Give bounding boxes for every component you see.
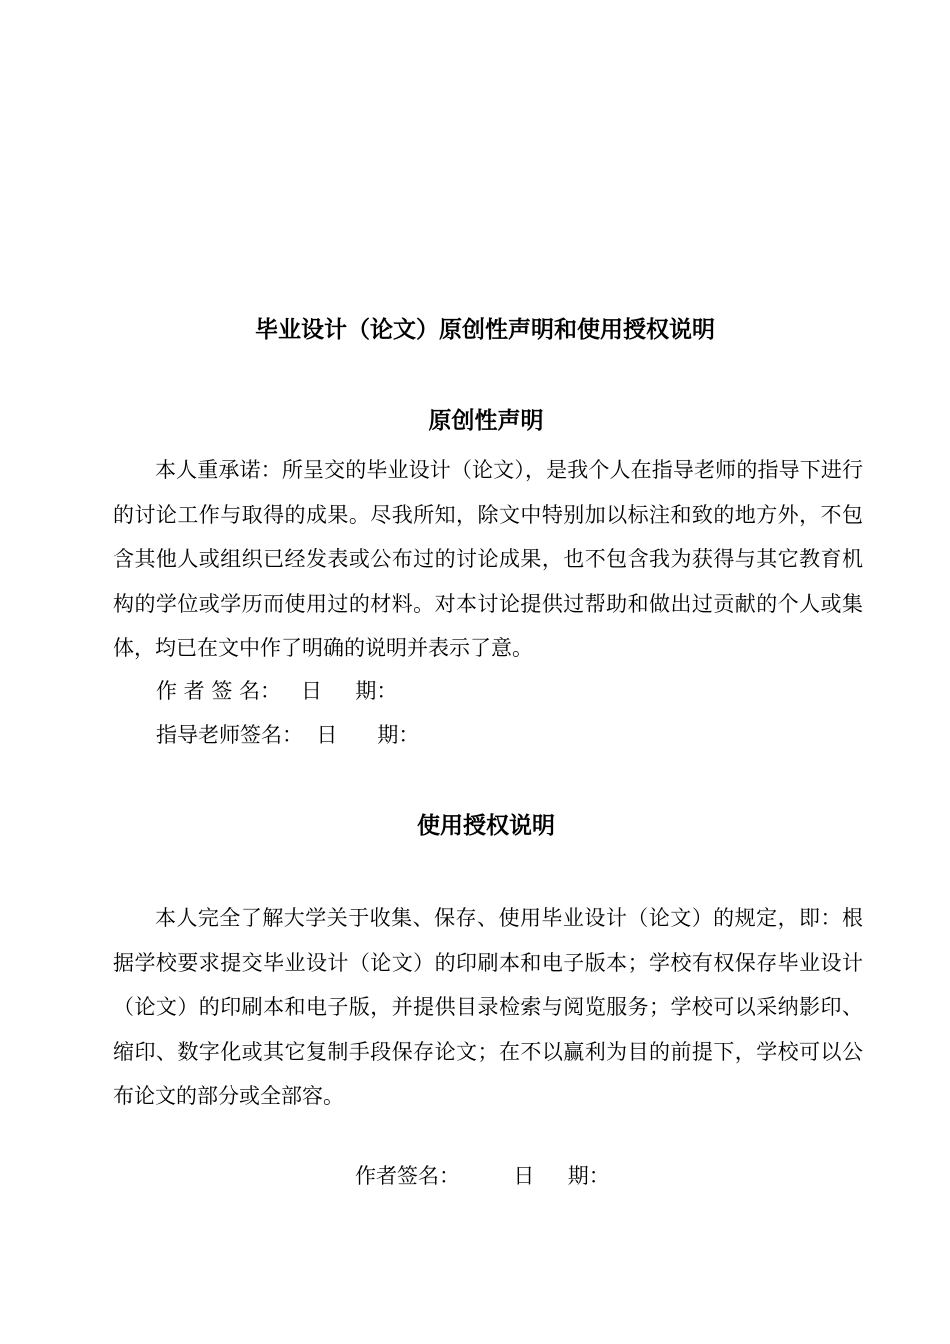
originality-statement: 本人重承诺：所呈交的毕业设计（论文），是我个人在指导老师的指导下进行的讨论工作与取得的成果。尽我所知，除文中特别加以标注和致的地方外，不包含其他人或组织已经发表或公布过的讨论成果，也不包含我为获得与其它教育机构的学位或学历而使用过的材料。对本讨论提供过帮助和做出过贡献的个人或集体，均已在文中作了明确的说明并表示了意。 <box>113 458 863 660</box>
originality-heading: 原创性声明 <box>428 408 544 434</box>
authorization-heading: 使用授权说明 <box>417 813 555 839</box>
advisor-signature-line: 指导老师签名： 日 期： <box>156 723 420 747</box>
document-title: 毕业设计（论文）原创性声明和使用授权说明 <box>255 317 715 343</box>
authorization-statement: 本人完全了解大学关于收集、保存、使用毕业设计（论文）的规定，即：根据学校要求提交毕业设计（论文）的印刷本和电子版本；学校有权保存毕业设计（论文）的印刷本和电子版，并提供目录检索与阅览服务；学校可以采纳影印、缩印、数字化或其它复制手段保存论文；在不以赢利为目的前提下，学校可以公布论文的部分或全部容。 <box>113 906 863 1108</box>
originality-author-signature-line: 作 者 签 名： 日 期： <box>156 679 398 703</box>
authorization-author-signature-line: 作者签名： 日 期： <box>355 1164 610 1188</box>
